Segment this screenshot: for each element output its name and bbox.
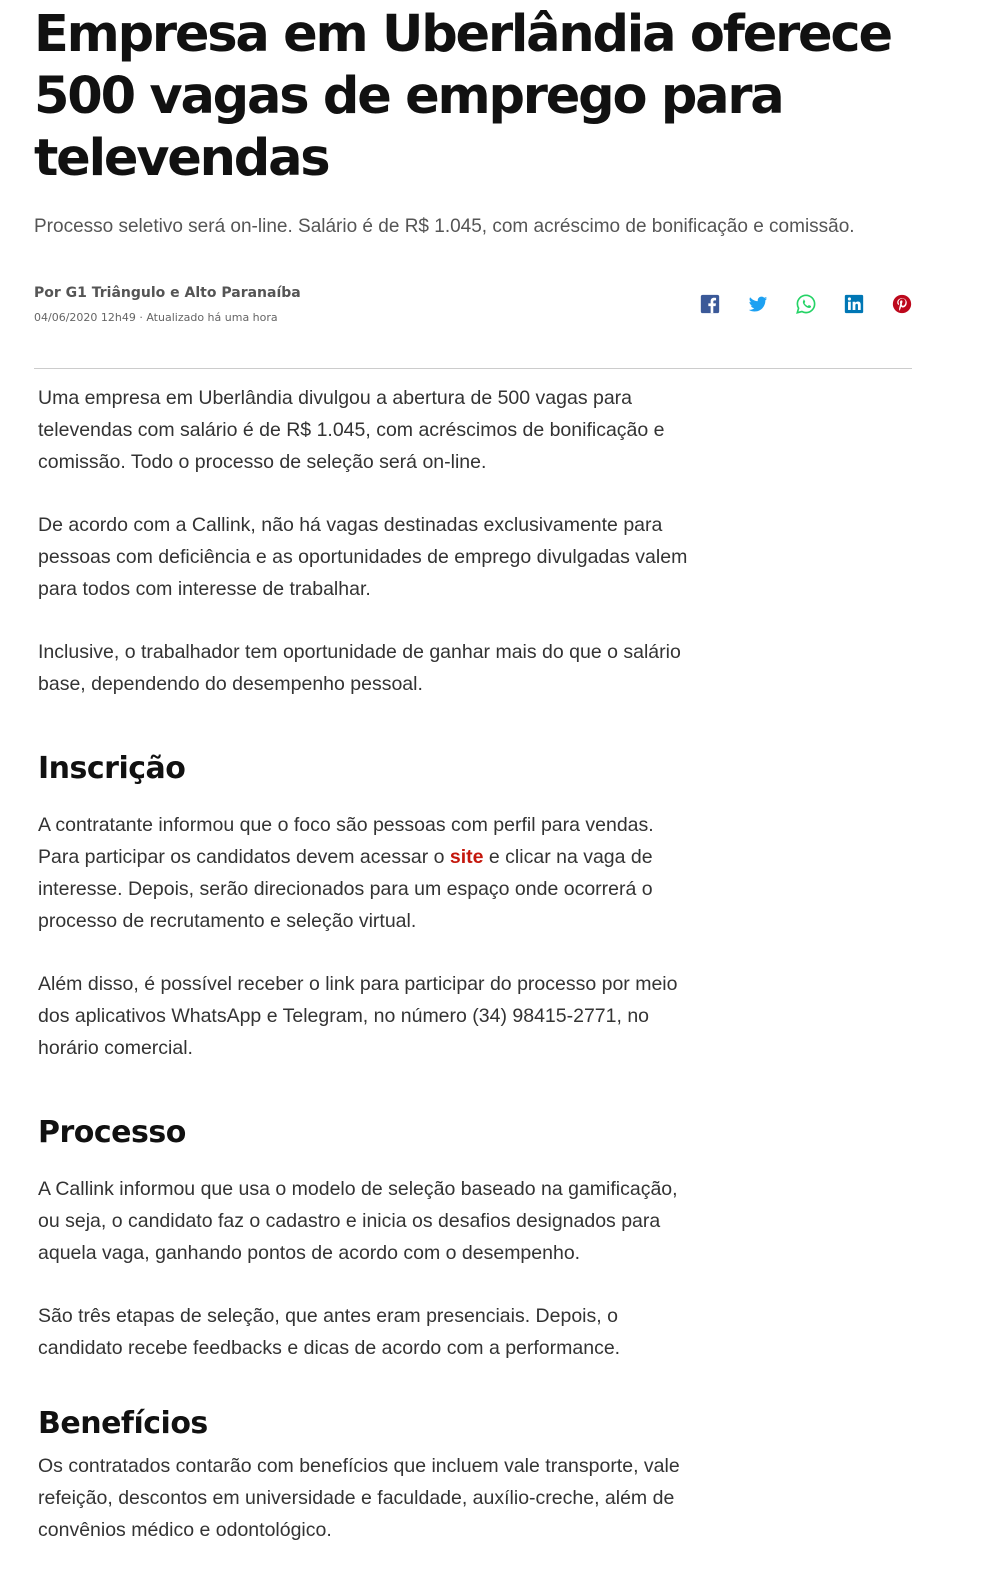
share-bar xyxy=(698,292,914,316)
article-byline: Por G1 Triângulo e Alto Paranaíba xyxy=(34,285,301,301)
header-divider xyxy=(34,368,912,369)
heading-processo: Processo xyxy=(38,1115,186,1150)
facebook-icon[interactable] xyxy=(698,292,722,316)
paragraph-intro: Uma empresa em Uberlândia divulgou a abertura de 500 vagas para televendas com salário é de R$ 1.045, com acréscimos de bonificação e comissão. Todo o processo de seleção será on-line. xyxy=(38,387,665,473)
article-dateline: 04/06/2020 12h49 · Atualizado há uma hora xyxy=(34,311,278,324)
paragraph-beneficios: Os contratados contarão com benefícios que incluem vale transporte, vale refeição, descontos em universidade e faculdade, auxílio-creche, além de convênios médico e odontológico. xyxy=(38,1455,680,1541)
heading-inscricao: Inscrição xyxy=(38,751,186,786)
whatsapp-icon[interactable] xyxy=(794,292,818,316)
article-body xyxy=(38,382,688,1577)
paragraph-whatsapp: Além disso, é possível receber o link para participar do processo por meio dos aplicativos WhatsApp e Telegram, no número (34) 98415-2771, no horário comercial. xyxy=(38,973,678,1059)
article-subtitle: Processo seletivo será on-line. Salário é de R$ 1.045, com acréscimo de bonificação e comissão. xyxy=(34,216,855,237)
heading-beneficios: Benefícios xyxy=(38,1406,208,1441)
paragraph-salary: Inclusive, o trabalhador tem oportunidade de ganhar mais do que o salário base, dependendo do desempenho pessoal. xyxy=(38,641,681,695)
paragraph-etapas: São três etapas de seleção, que antes eram presenciais. Depois, o candidato recebe feedbacks e dicas de acordo com a performance. xyxy=(38,1305,621,1359)
paragraph-inscricao-text-b: e clicar na vaga de interesse. Depois, serão direcionados para um espaço onde ocorrerá o processo de recrutamento e seleção virtual. xyxy=(38,846,653,932)
twitter-icon[interactable] xyxy=(746,292,770,316)
paragraph-inscricao xyxy=(38,809,688,937)
paragraph-inscricao-text-a: A contratante informou que o foco são pessoas com perfil para vendas. Para participar os candidatos devem acessar o xyxy=(38,814,654,868)
paragraph-gamificacao: A Callink informou que usa o modelo de seleção baseado na gamificação, ou seja, o candidato faz o cadastro e inicia os desafios designados para aquela vaga, ganhando pontos de acordo com o desempenho. xyxy=(38,1178,678,1264)
article-headline: Empresa em Uberlândia oferece 500 vagas de emprego para televendas xyxy=(34,5,891,188)
pinterest-icon[interactable] xyxy=(890,292,914,316)
paragraph-callink: De acordo com a Callink, não há vagas destinadas exclusivamente para pessoas com deficiência e as oportunidades de emprego divulgadas valem para todos com interesse de trabalhar. xyxy=(38,514,688,600)
site-link[interactable]: site xyxy=(449,846,484,868)
linkedin-icon[interactable] xyxy=(842,292,866,316)
